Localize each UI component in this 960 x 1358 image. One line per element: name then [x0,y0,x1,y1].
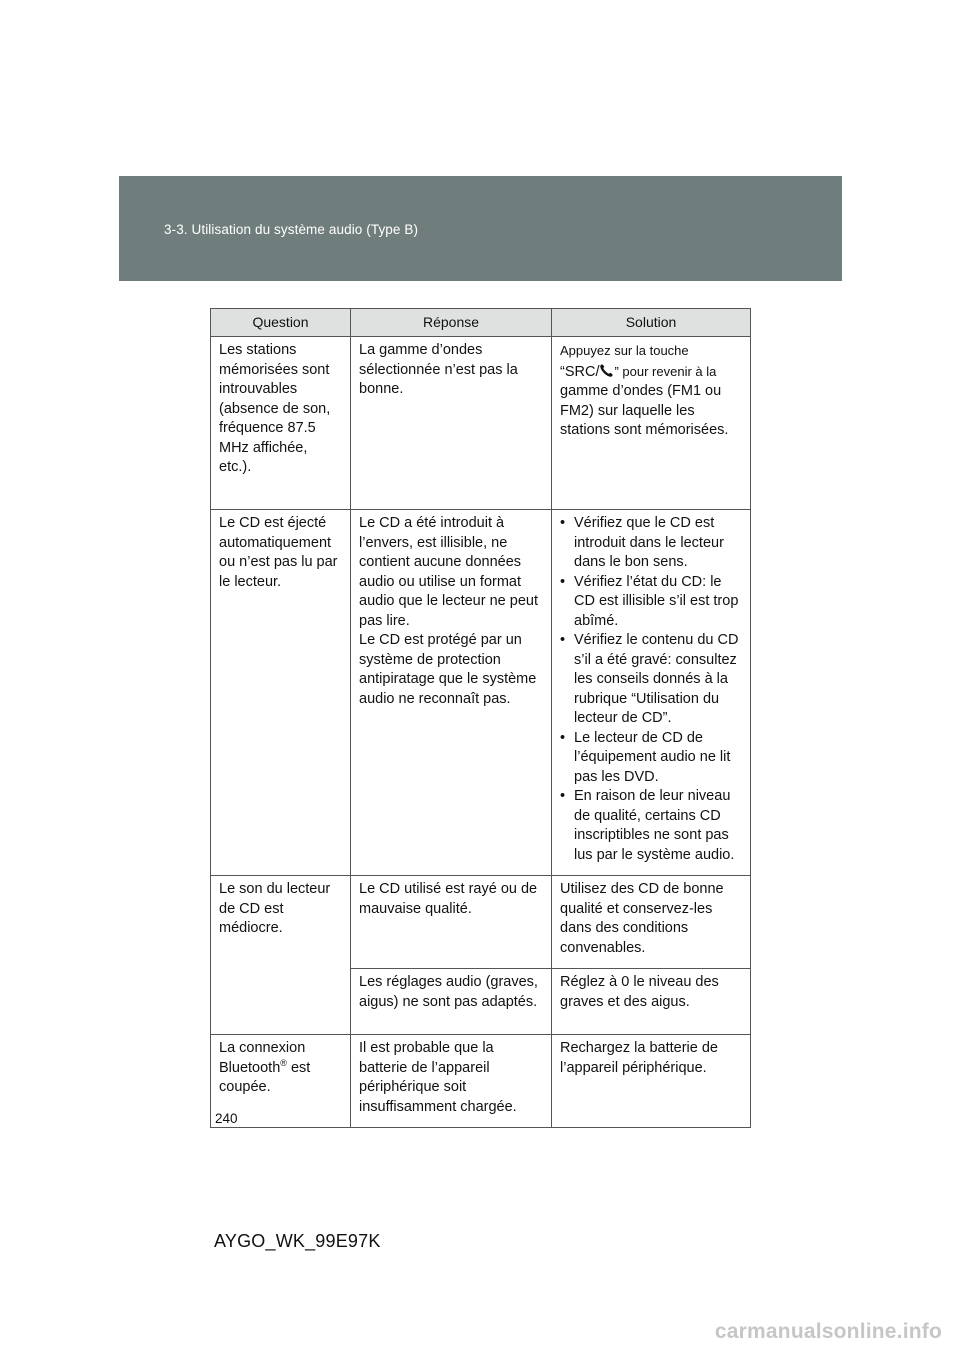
question-cell: Les stations mémorisées sont introuvables (absence de son, fréquence 87.5 MHz affichée, etc.). [211,337,351,510]
page-number: 240 [215,1111,238,1126]
answer-cell: Il est probable que la batterie de l’appareil périphérique soit insuffisamment chargée. [351,1035,552,1128]
solution-cell: Rechargez la batterie de l’appareil périphérique. [552,1035,751,1128]
solution-text-continued: gamme d’ondes (FM1 ou FM2) sur laquelle les stations sont mémorisées. [560,383,729,438]
answer-cell: Le CD utilisé est rayé ou de mauvaise qualité. [351,876,552,969]
answer-paragraph: Le CD a été introduit à l’envers, est illisible, ne contient aucune données audio ou utilise un format audio que le lecteur ne peut pas lire. [359,515,538,629]
document-code: AYGO_WK_99E97K [214,1231,381,1251]
table-row [211,1035,751,1128]
solution-src-close: ” pour revenir à la [614,363,717,379]
answer-cell: La gamme d’ondes sélectionnée n’est pas la bonne. [351,337,552,510]
table-header-row [211,309,751,337]
answer-cell: Les réglages audio (graves, aigus) ne sont pas adaptés. [351,969,552,1035]
section-header-band [119,176,842,281]
site-watermark[interactable]: carmanualsonline.info [714,1320,942,1343]
question-cell: Le son du lecteur de CD est médiocre. [211,876,351,1035]
phone-handset-icon [599,363,614,378]
question-text: La connexion Bluetooth [219,1040,306,1076]
answer-cell [351,510,552,876]
question-text-continued: est coupée. [219,1059,311,1095]
column-header-answer: Réponse [351,309,552,337]
list-item: • Vérifiez que le CD est introduit dans le lecteur dans le bon sens. [560,514,742,573]
list-item: • Le lecteur de CD de l’équipement audio ne lit pas les DVD. [560,729,742,788]
list-item: • Vérifiez le contenu du CD s’il a été gravé: consultez les conseils donnés à la rubrique “Utilisation du lecteur de CD”. [560,631,742,729]
section-title: 3-3. Utilisation du système audio (Type B) [164,222,419,237]
solution-text: Appuyez sur la touche [560,343,689,358]
solution-cell [552,337,751,510]
solution-cell [552,510,751,876]
table-row [211,337,751,510]
column-header-solution: Solution [552,309,751,337]
solution-bullet-list [560,514,742,865]
solution-cell: Utilisez des CD de bonne qualité et conservez-les dans des conditions convenables. [552,876,751,969]
list-item: • En raison de leur niveau de qualité, certains CD inscriptibles ne sont pas lus par le système audio. [560,787,742,865]
question-cell: Le CD est éjecté automatiquement ou n’est pas lu par le lecteur. [211,510,351,876]
solution-src-open: “SRC/ [560,363,600,380]
table-row [211,510,751,876]
troubleshooting-table [210,308,751,1128]
table-row [211,876,751,969]
column-header-question: Question [211,309,351,337]
answer-paragraph: Le CD est protégé par un système de protection antipiratage que le système audio ne reconnaît pas. [359,632,537,707]
list-item: • Vérifiez l’état du CD: le CD est illisible s’il est trop abîmé. [560,573,742,632]
solution-cell: Réglez à 0 le niveau des graves et des aigus. [552,969,751,1035]
registered-mark: ® [280,1057,287,1068]
